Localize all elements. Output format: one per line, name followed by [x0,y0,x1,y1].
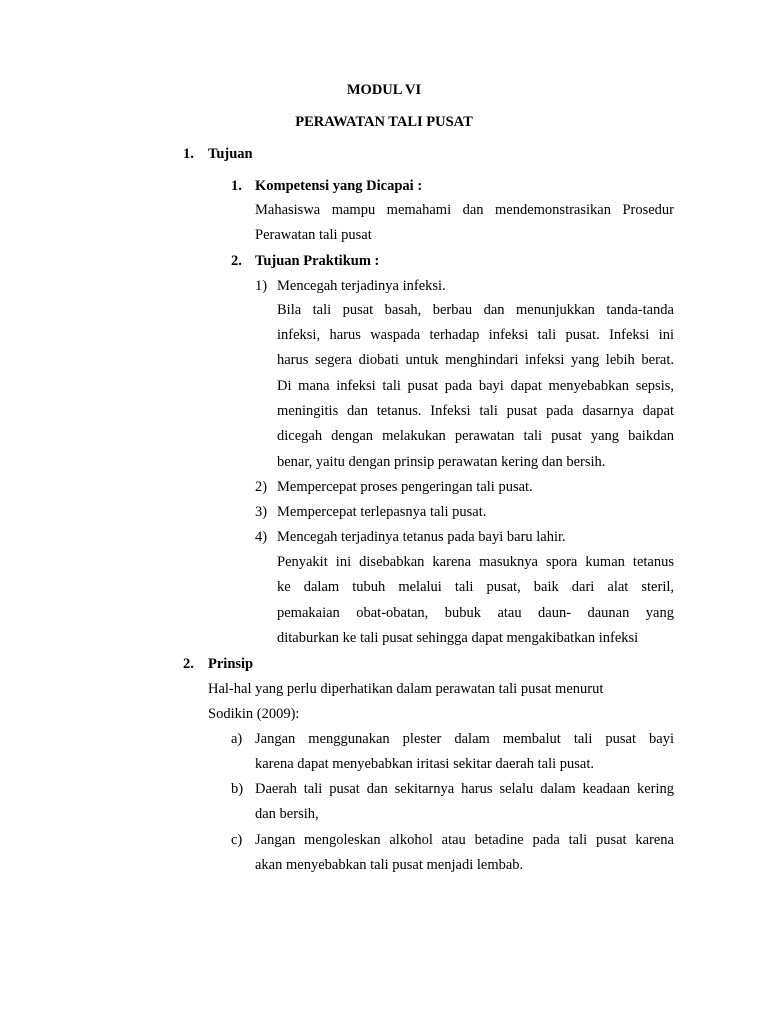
list-item-line: Jangan menggunakan plester dalam membalut tali pusat bayi [255,731,674,747]
list-item-number: 4) [255,529,268,545]
section-1-title: Tujuan [208,146,253,162]
section-2-intro-line: Sodikin (2009): [208,706,300,722]
list-item-detail-line: pemakaian obat-obatan, bubuk atau daun- daunan yang [277,605,674,621]
list-item-number: b) [231,781,244,797]
subsection-2-title: Tujuan Praktikum : [255,253,380,269]
list-item-text: Mempercepat terlepasnya tali pusat. [277,504,487,520]
list-item-detail-line: meningitis dan tetanus. Infeksi tali pusat pada dasarnya dapat [277,403,674,419]
list-item-detail-line: ditaburkan ke tali pusat sehingga dapat mengakibatkan infeksi [277,630,639,646]
list-item-number: a) [231,731,243,747]
list-item-line: dan bersih, [255,806,319,822]
list-item-number: 3) [255,504,268,520]
subsection-1-line: Mahasiswa mampu memahami dan mendemonstrasikan Prosedur [255,202,674,218]
list-item-detail-line: Di mana infeksi tali pusat pada bayi dapat menyebabkan sepsis, [277,378,674,394]
list-item-line: akan menyebabkan tali pusat menjadi lembab. [255,857,524,873]
section-2-title: Prinsip [208,656,254,672]
list-item-text: Mempercepat proses pengeringan tali pusat. [277,479,533,495]
list-item-line: Jangan mengoleskan alkohol atau betadine pada tali pusat karena [255,832,674,848]
subsection-1-title: Kompetensi yang Dicapai : [255,178,423,194]
module-title: MODUL VI [346,82,422,98]
subsection-1-line: Perawatan tali pusat [255,227,372,243]
module-subtitle: PERAWATAN TALI PUSAT [295,114,473,130]
section-2-number: 2. [183,656,194,672]
section-1-number: 1. [183,146,194,162]
list-item-detail-line: harus segera diobati untuk menghindari infeksi yang lebih berat. [277,352,674,368]
list-item-detail-line: Bila tali pusat basah, berbau dan menunjukkan tanda-tanda [277,302,674,318]
list-item-line: Daerah tali pusat dan sekitarnya harus selalu dalam keadaan kering [255,781,674,797]
subsection-1-number: 1. [231,178,242,194]
list-item-detail-line: ke dalam tubuh melalui tali pusat, baik dari alat steril, [277,579,674,595]
list-item-number: 1) [255,278,268,294]
list-item-text: Mencegah terjadinya infeksi. [277,278,446,294]
list-item-number: 2) [255,479,268,495]
list-item-text: Mencegah terjadinya tetanus pada bayi baru lahir. [277,529,566,545]
list-item-line: karena dapat menyebabkan iritasi sekitar daerah tali pusat. [255,756,594,772]
list-item-number: c) [231,832,243,848]
section-2-intro-line: Hal-hal yang perlu diperhatikan dalam perawatan tali pusat menurut [208,681,604,697]
list-item-detail-line: Penyakit ini disebabkan karena masuknya spora kuman tetanus [277,554,674,570]
subsection-2-number: 2. [231,253,242,269]
list-item-detail-line: infeksi, harus waspada terhadap infeksi tali pusat. Infeksi ini [277,327,674,343]
list-item-detail-line: dicegah dengan melakukan perawatan tali pusat yang baikdan [277,428,674,444]
list-item-detail-line: benar, yaitu dengan prinsip perawatan kering dan bersih. [277,454,606,470]
